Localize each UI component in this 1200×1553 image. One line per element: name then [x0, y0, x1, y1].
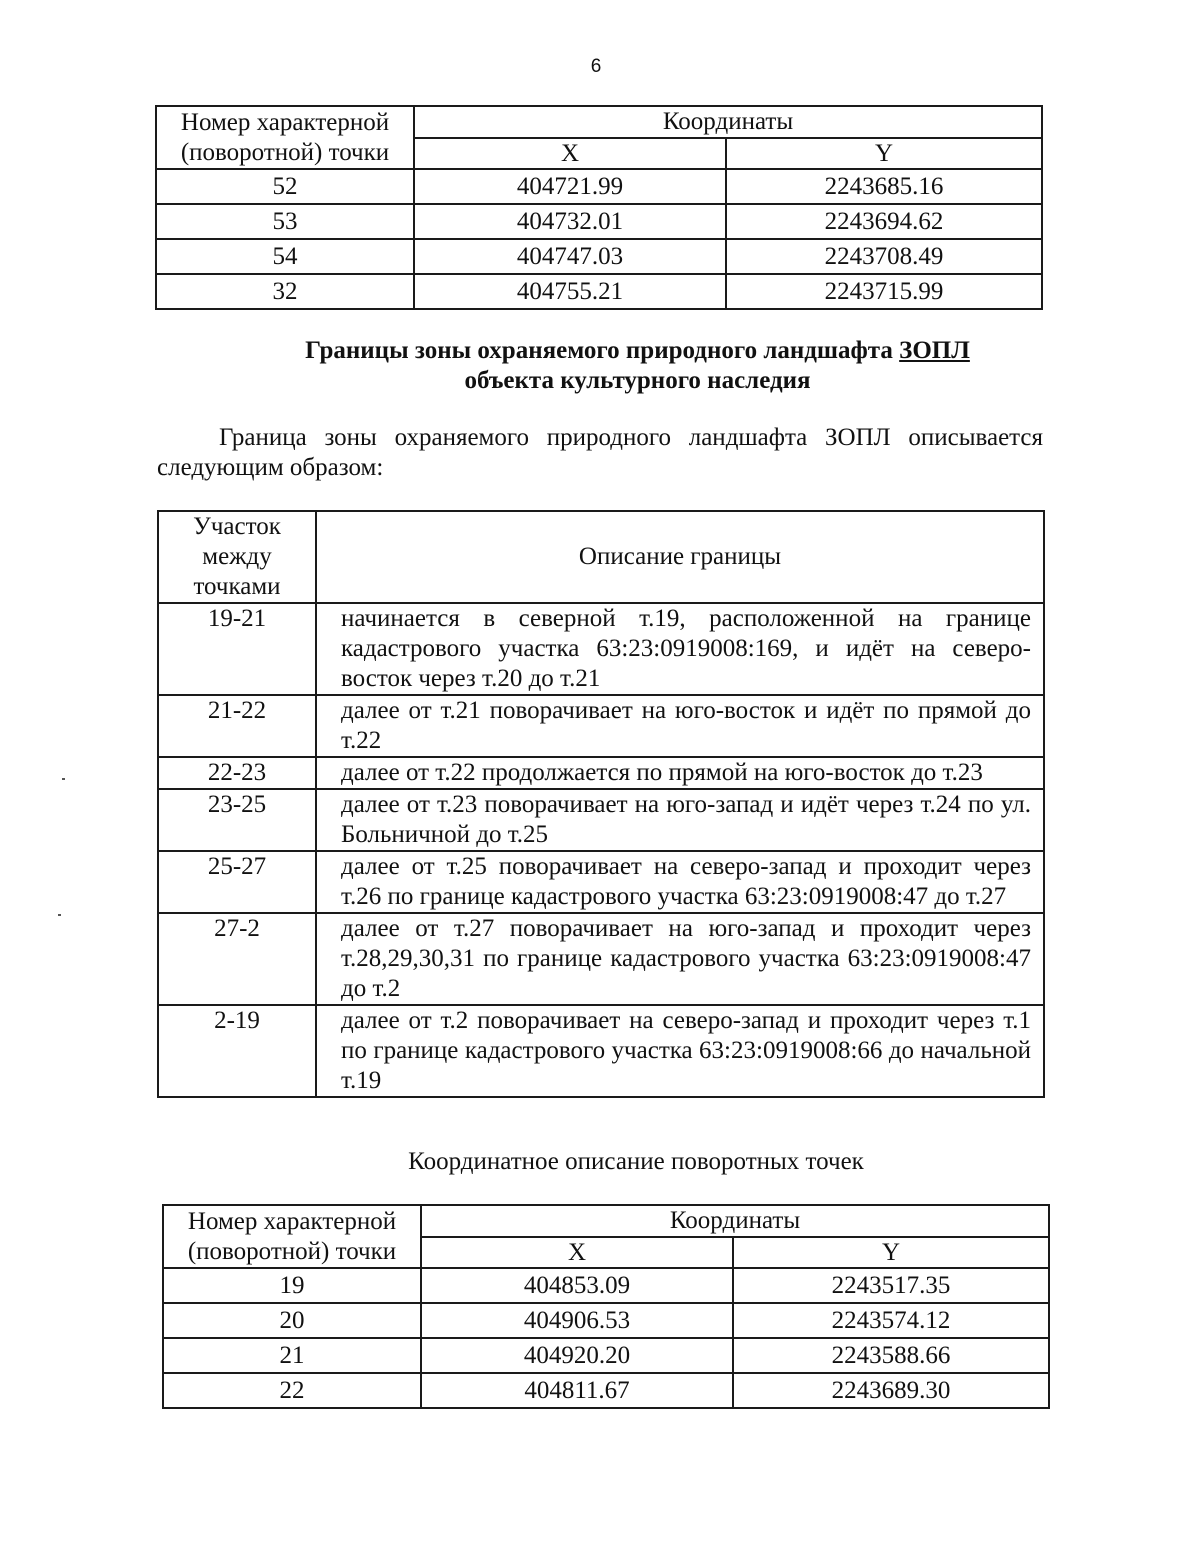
- segment-cell: 19-21: [158, 603, 316, 695]
- point-number-header: Номер характерной (поворотной) точки: [163, 1205, 421, 1268]
- x-header: X: [414, 138, 726, 170]
- coordinates-header: Координаты: [414, 106, 1042, 138]
- x-coordinate-cell: 404853.09: [421, 1268, 733, 1303]
- y-coordinate-cell: 2243574.12: [733, 1303, 1049, 1338]
- section-title-abbreviation: ЗОПЛ: [899, 337, 970, 364]
- description-cell: далее от т.22 продолжается по прямой на юго-восток до т.23: [316, 757, 1044, 789]
- table-row: [158, 603, 1044, 695]
- description-cell: начинается в северной т.19, расположенной на границе кадастрового участка 63:23:0919008:169, и идёт на северо-восток через т.20 до т.21: [316, 603, 1044, 695]
- point-number-cell: 19: [163, 1268, 421, 1303]
- y-header: Y: [733, 1237, 1049, 1269]
- x-coordinate-cell: 404721.99: [414, 169, 726, 204]
- point-number-cell: 54: [156, 239, 414, 274]
- table-row: [158, 913, 1044, 1005]
- x-header: X: [421, 1237, 733, 1269]
- segment-cell: 21-22: [158, 695, 316, 757]
- coordinates-caption: Координатное описание поворотных точек: [408, 1148, 864, 1175]
- table-row: [156, 169, 1042, 204]
- table-row: [158, 789, 1044, 851]
- table-row: [156, 274, 1042, 309]
- table-row: [158, 695, 1044, 757]
- segment-cell: 25-27: [158, 851, 316, 913]
- section-title-line-1: [150, 336, 1125, 366]
- x-coordinate-cell: 404906.53: [421, 1303, 733, 1338]
- section-title-prefix: Границы зоны охраняемого природного ландшафта: [305, 337, 900, 364]
- x-coordinate-cell: 404811.67: [421, 1373, 733, 1408]
- y-coordinate-cell: 2243715.99: [726, 274, 1042, 309]
- description-header: Описание границы: [316, 511, 1044, 603]
- x-coordinate-cell: 404755.21: [414, 274, 726, 309]
- segment-cell: 23-25: [158, 789, 316, 851]
- page-number: 6: [590, 56, 602, 77]
- x-coordinate-cell: 404732.01: [414, 204, 726, 239]
- description-cell: далее от т.2 поворачивает на северо-запад и проходит через т.1 по границе кадастрового участка 63:23:0919008:66 до начальной т.19: [316, 1005, 1044, 1097]
- point-number-cell: 32: [156, 274, 414, 309]
- x-coordinate-cell: 404747.03: [414, 239, 726, 274]
- point-number-cell: 52: [156, 169, 414, 204]
- intro-paragraph: Граница зоны охраняемого природного ландшафта ЗОПЛ описывается следующим образом:: [157, 424, 1043, 481]
- table-row: [158, 851, 1044, 913]
- y-coordinate-cell: 2243517.35: [733, 1268, 1049, 1303]
- y-coordinate-cell: 2243694.62: [726, 204, 1042, 239]
- point-number-cell: 21: [163, 1338, 421, 1373]
- section-title-line-2: объекта культурного наследия: [464, 367, 811, 394]
- segment-cell: 27-2: [158, 913, 316, 1005]
- boundary-description-table: [157, 510, 1045, 1098]
- y-coordinate-cell: 2243708.49: [726, 239, 1042, 274]
- y-coordinate-cell: 2243685.16: [726, 169, 1042, 204]
- table-row: [158, 1005, 1044, 1097]
- x-coordinate-cell: 404920.20: [421, 1338, 733, 1373]
- coordinates-table-top: [155, 105, 1043, 310]
- y-coordinate-cell: 2243689.30: [733, 1373, 1049, 1408]
- description-cell: далее от т.25 поворачивает на северо-запад и проходит через т.26 по границе кадастрового участка 63:23:0919008:47 до т.27: [316, 851, 1044, 913]
- point-number-cell: 20: [163, 1303, 421, 1338]
- point-number-cell: 53: [156, 204, 414, 239]
- coordinates-table-bottom: [162, 1204, 1050, 1409]
- y-coordinate-cell: 2243588.66: [733, 1338, 1049, 1373]
- description-cell: далее от т.21 поворачивает на юго-восток и идёт по прямой до т.22: [316, 695, 1044, 757]
- table-row: [158, 757, 1044, 789]
- section-title: [150, 336, 1125, 396]
- table-row: [156, 204, 1042, 239]
- table-row: [163, 1373, 1049, 1408]
- scan-speck: [58, 914, 61, 916]
- point-number-cell: 22: [163, 1373, 421, 1408]
- description-cell: далее от т.23 поворачивает на юго-запад и идёт через т.24 по ул. Больничной до т.25: [316, 789, 1044, 851]
- point-number-header: Номер характерной (поворотной) точки: [156, 106, 414, 169]
- segment-cell: 22-23: [158, 757, 316, 789]
- table-row: [163, 1268, 1049, 1303]
- y-header: Y: [726, 138, 1042, 170]
- description-cell: далее от т.27 поворачивает на юго-запад и проходит через т.28,29,30,31 по границе кадастрового участка 63:23:0919008:47 до т.2: [316, 913, 1044, 1005]
- segment-header: Участок между точками: [158, 511, 316, 603]
- scan-speck: [62, 778, 65, 780]
- table-row: [156, 239, 1042, 274]
- segment-cell: 2-19: [158, 1005, 316, 1097]
- table-row: [163, 1303, 1049, 1338]
- table-row: [163, 1338, 1049, 1373]
- coordinates-header: Координаты: [421, 1205, 1049, 1237]
